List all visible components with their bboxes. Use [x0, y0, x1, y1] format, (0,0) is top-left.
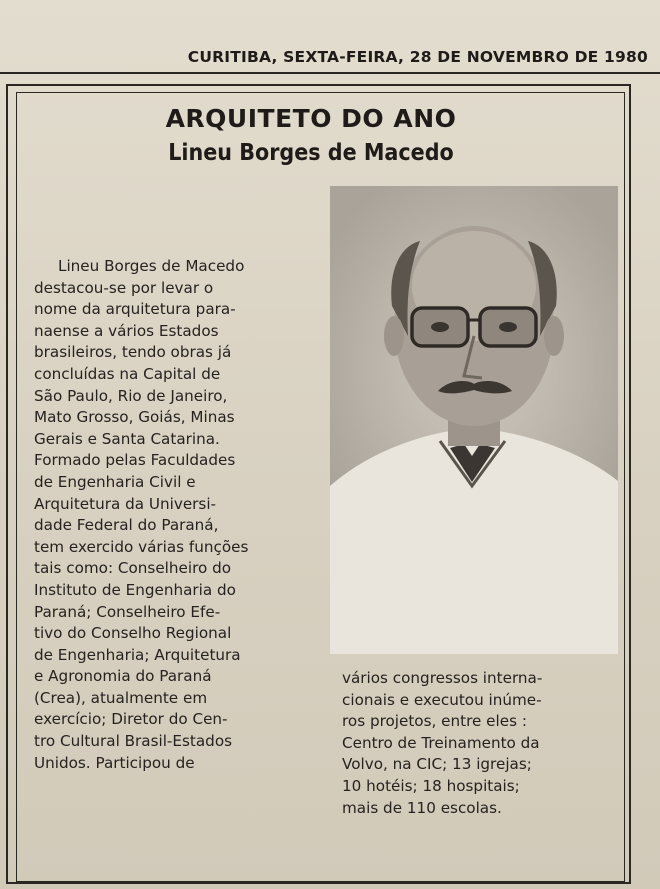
text-line: nome da arquitetura para-: [34, 300, 236, 319]
text-line: tais como: Conselheiro do: [34, 559, 232, 578]
article-text-left-column: [34, 256, 296, 774]
text-line: Mato Grosso, Goiás, Minas: [34, 408, 235, 427]
text-line: brasileiros, tendo obras já: [34, 343, 232, 362]
text-line: Unidos. Participou de: [34, 753, 195, 772]
text-line: ros projetos, entre eles :: [342, 712, 527, 731]
header-rule: [0, 72, 660, 74]
text-line: tro Cultural Brasil-Estados: [34, 732, 233, 751]
text-line: tem exercido várias funções: [34, 537, 249, 556]
text-line: mais de 110 escolas.: [342, 798, 502, 817]
text-line: Paraná; Conselheiro Efe-: [34, 602, 221, 621]
text-line: tivo do Conselho Regional: [34, 624, 232, 643]
text-line: destacou-se por levar o: [34, 278, 214, 297]
headline: ARQUITETO DO ANO: [165, 104, 457, 133]
text-line: concluídas na Capital de: [34, 364, 221, 383]
text-line: Gerais e Santa Catarina.: [34, 429, 220, 448]
subheadline: Lineu Borges de Macedo: [168, 140, 454, 166]
dateline: CURITIBA, SEXTA-FEIRA, 28 DE NOVEMBRO DE 1980: [187, 48, 648, 66]
article-text-right-column: [342, 668, 612, 819]
text-line: Lineu Borges de Macedo: [58, 257, 245, 275]
text-line: de Engenharia Civil e: [34, 472, 196, 491]
text-line: São Paulo, Rio de Janeiro,: [34, 386, 228, 405]
text-line: 10 hotéis; 18 hospitais;: [342, 776, 520, 795]
text-line: dade Federal do Paraná,: [34, 516, 219, 535]
text-line: e Agronomia do Paraná: [34, 667, 212, 686]
text-line: vários congressos interna-: [342, 669, 543, 687]
text-line: naense a vários Estados: [34, 321, 219, 340]
text-line: (Crea), atualmente em: [34, 688, 208, 707]
portrait-photo: [330, 186, 618, 654]
text-line: Arquitetura da Universi-: [34, 494, 217, 513]
text-line: Volvo, na CIC; 13 igrejas;: [342, 755, 532, 774]
text-line: de Engenharia; Arquitetura: [34, 645, 241, 664]
text-line: exercício; Diretor do Cen-: [34, 710, 228, 729]
portrait-illustration: [330, 186, 618, 654]
text-line: Instituto de Engenharia do: [34, 580, 236, 599]
text-line: cionais e executou inúme-: [342, 690, 542, 709]
text-line: Centro de Treinamento da: [342, 733, 540, 752]
text-line: Formado pelas Faculdades: [34, 451, 236, 470]
